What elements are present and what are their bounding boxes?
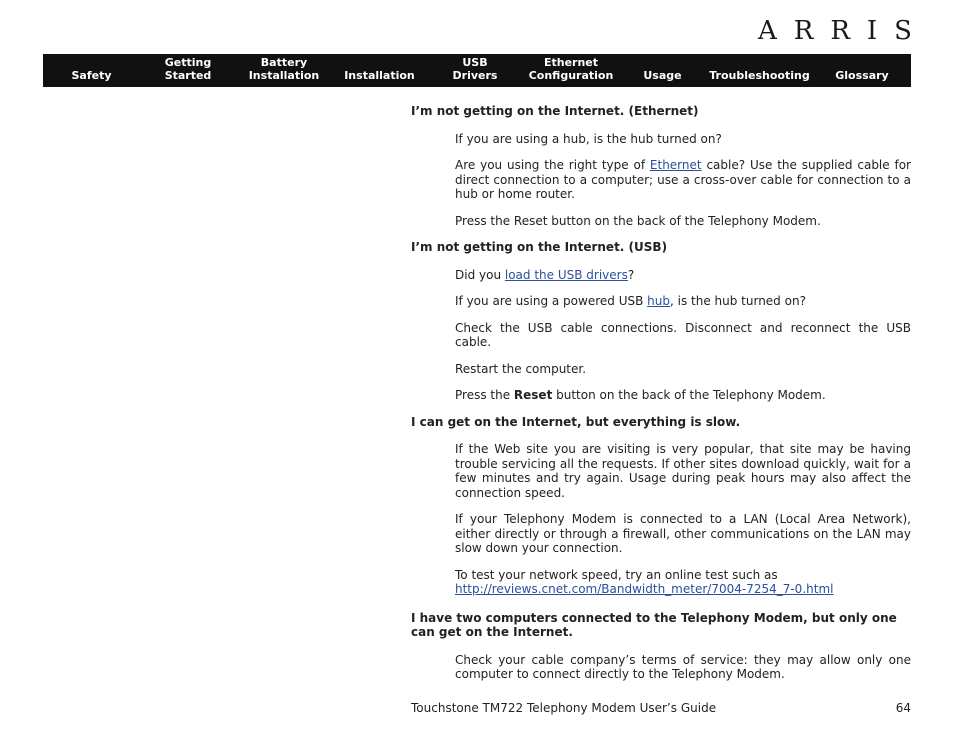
question-ethernet: I’m not getting on the Internet. (Ethernet): [411, 104, 699, 118]
answer-terms-of-service: Check your cable company’s terms of service: they may allow only one computer to connect directly to the Telephony Modem.: [455, 652, 911, 681]
question-two-computers: I have two computers connected to the Telephony Modem, but only one can get on the Internet.: [411, 610, 897, 639]
answer-speed-test: To test your network speed, try an online test such as http://reviews.cnet.com/Bandwidth_meter/7004-7254_7-0.html: [455, 567, 834, 596]
nav-item-label: Troubleshooting: [709, 69, 810, 82]
nav-item-label: Battery Installation: [248, 56, 320, 82]
page-footer: [411, 701, 911, 715]
nav-item-label: USB Drivers: [452, 56, 498, 82]
usb-drivers-link[interactable]: load the USB drivers: [504, 267, 628, 282]
nav-item-getting-started[interactable]: [140, 54, 236, 87]
answer-hub-on: If you are using a hub, is the hub turned on?: [455, 131, 722, 146]
logo-letter: A: [758, 16, 777, 46]
answer-cable-type: Are you using the right type of Ethernet cable? Use the supplied cable for direct connection to a computer; use a cross-over cable for connection to a hub or home router.: [455, 158, 911, 201]
answer-usb-cable: Check the USB cable connections. Disconnect and reconnect the USB cable.: [455, 320, 911, 349]
nav-item-ethernet-configuration[interactable]: [523, 54, 619, 87]
logo-letter: R: [793, 16, 814, 46]
bandwidth-meter-link[interactable]: http://reviews.cnet.com/Bandwidth_meter/7004-7254_7-0.html: [455, 582, 834, 596]
nav-item-label: Installation: [344, 69, 415, 82]
question-slow: I can get on the Internet, but everything is slow.: [411, 414, 741, 429]
answer-reset: Press the Reset button on the back of the Telephony Modem.: [455, 213, 821, 228]
logo-letter: S: [894, 16, 912, 46]
nav-item-installation[interactable]: [332, 54, 427, 87]
answer-powered-hub: If you are using a powered USB hub, is the hub turned on?: [455, 294, 806, 308]
nav-item-label: Glossary: [835, 69, 889, 82]
question-usb: I’m not getting on the Internet. (USB): [411, 240, 668, 254]
answer-popular-site: If the Web site you are visiting is very popular, that site may be having trouble servicing all the requests. If other sites download quickly, wait for a few minutes and try again. Usage during peak hours may also affect the connection speed.: [455, 442, 911, 500]
nav-item-usage[interactable]: [619, 54, 706, 87]
nav-item-battery-installation[interactable]: [236, 54, 332, 87]
nav-item-usb-drivers[interactable]: [427, 54, 523, 87]
answer-restart: Restart the computer.: [455, 361, 587, 376]
nav-item-label: Ethernet Configuration: [528, 56, 614, 82]
nav-item-label: Usage: [643, 69, 682, 82]
answer-press-reset: Press the Reset button on the back of the Telephony Modem.: [455, 388, 826, 402]
guide-title: Touchstone TM722 Telephony Modem User’s Guide: [411, 701, 717, 715]
nav-item-troubleshooting[interactable]: [706, 54, 813, 87]
page-number: 64: [895, 701, 911, 715]
main-content: [411, 104, 911, 694]
top-nav: [43, 54, 911, 87]
nav-item-safety[interactable]: [43, 54, 140, 87]
logo-letter: R: [830, 16, 850, 46]
nav-item-glossary[interactable]: [813, 54, 911, 87]
answer-load-drivers: Did you load the USB drivers?: [455, 267, 635, 282]
nav-item-label: Safety: [71, 69, 112, 82]
arris-logo: [758, 18, 912, 44]
hub-link[interactable]: hub: [647, 294, 670, 308]
nav-item-label: Getting Started: [164, 56, 212, 82]
answer-lan: If your Telephony Modem is connected to a LAN (Local Area Network), either directly or through a firewall, other communications on the LAN may slow down your connection.: [455, 512, 911, 555]
ethernet-link[interactable]: Ethernet: [649, 158, 702, 172]
logo-letter: I: [866, 16, 878, 46]
